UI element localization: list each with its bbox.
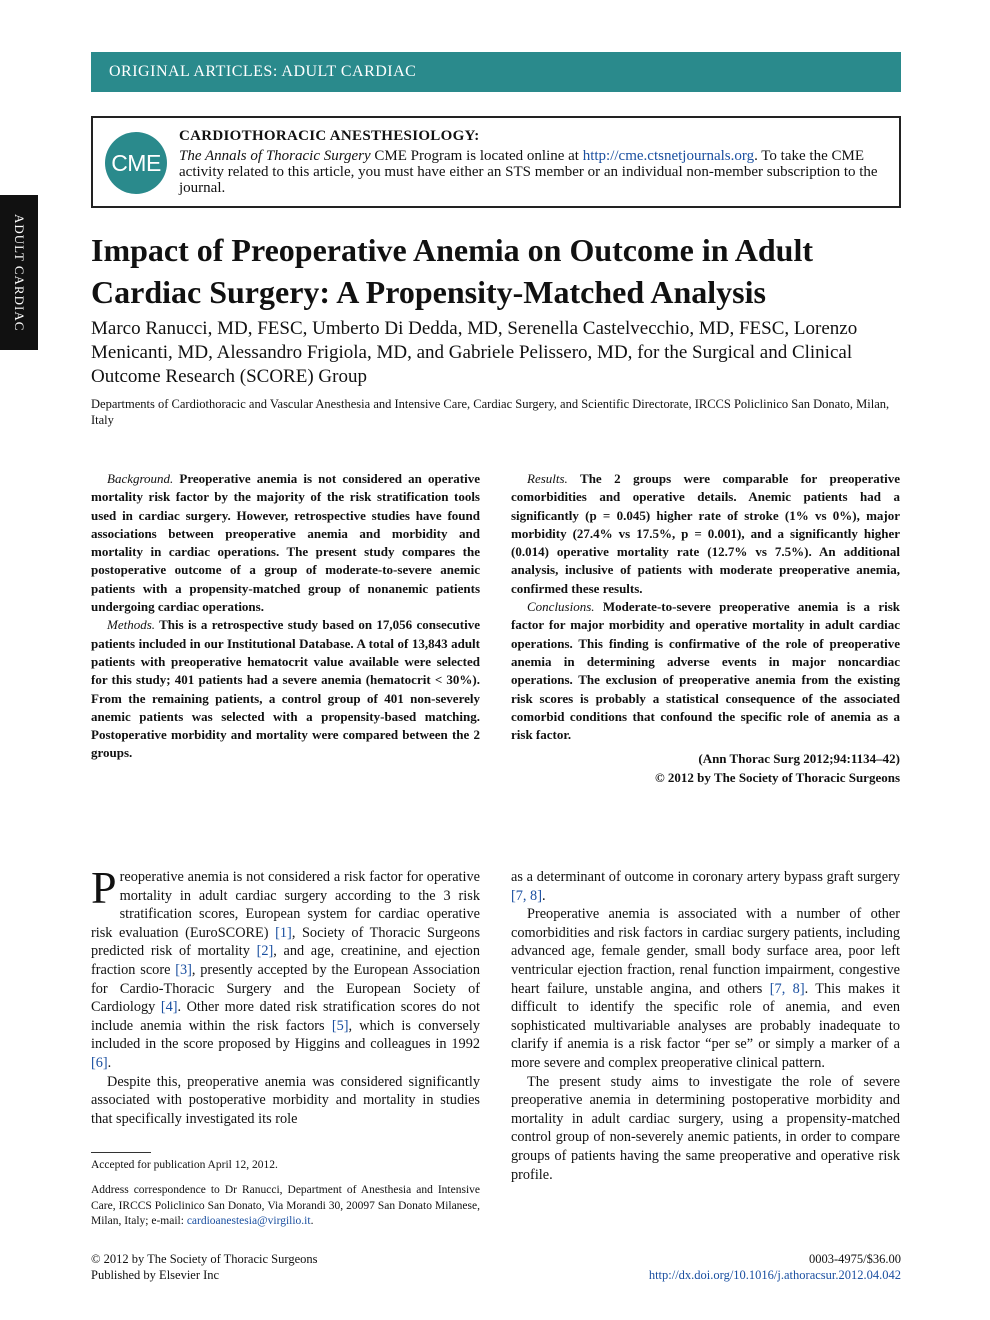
p1-text-e: . Other more dated risk stratification scores do not include anemia within the risk factors: [91, 999, 480, 1034]
footnote-divider: [91, 1152, 151, 1153]
section-banner-label: ORIGINAL ARTICLES: ADULT CARDIAC: [109, 63, 417, 80]
ref-link-7-8a[interactable]: [7, 8]: [511, 887, 542, 904]
p2-cont-text-b: .: [541, 887, 546, 904]
body-paragraph-2-continued: [511, 868, 900, 905]
results-label: Results.: [527, 471, 568, 486]
cme-logo-text: CME: [111, 149, 161, 176]
journal-citation: (Ann Thorac Surg 2012;94:1134–42): [698, 751, 900, 767]
body-paragraph-2: Despite this, preoperative anemia was considered significantly associated with postoperative morbidity and mortality in studies that specifically investigated its role: [91, 1073, 480, 1127]
p1-text-b: , Society of Thoracic Surgeons predicted risk of mortality: [91, 924, 481, 960]
ref-link-5[interactable]: [5]: [331, 1017, 349, 1034]
background-label: Background.: [107, 471, 174, 486]
conclusions-label: Conclusions.: [527, 599, 595, 615]
footnote-accepted: Accepted for publication April 12, 2012.: [91, 1159, 278, 1171]
p1-text-a: reoperative anemia is not considered a risk factor for operative mortality in adult cardiac surgery according to the 3 risk stratification scores, European system for cardiac operative risk evaluation (EuroSCORE): [91, 869, 480, 941]
footer-copyright: © 2012 by The Society of Thoracic Surgeons: [91, 1252, 318, 1266]
citation-block: [511, 750, 900, 787]
results-text: The 2 groups were comparable for preoperative comorbidities and operative details. Anemic patients had a significantly (p = 0.045) higher rate of stroke (1% vs 0%), major morbidity (27.4% vs 17.5%, p = 0.001), and a significantly higher (0.014) operative mortality rate (12.7% vs 7.5%). An additional analysis, inclusive of patients with moderate preoperative anemia, confirmed these results.: [511, 471, 900, 596]
abstract-results: [511, 470, 900, 598]
body-right-column: [511, 868, 900, 1184]
abstract-methods: [91, 616, 480, 762]
correspondence-text: Address correspondence to Dr Ranucci, Department of Anesthesia and Intensive Care, IRCCS Policlinico San Donato, Via Morandi 30, 20097 San Donato Milanese, Milan, Italy; e-mail:: [91, 1184, 480, 1227]
affiliation: Departments of Cardiothoracic and Vascular Anesthesia and Intensive Care, Cardiac Surgery, and Scientific Directorate, IRCCS Policlinico San Donato, Milan, Italy: [91, 397, 890, 427]
ref-link-3[interactable]: [3]: [175, 961, 192, 978]
page-footer-left: [91, 1251, 317, 1283]
page-footer-right: [500, 1251, 901, 1283]
methods-text: This is a retrospective study based on 17,056 consecutive patients included in our Institutional Database. A total of 13,843 adult patients with preoperative hematocrit value available were selected for this study; 401 patients had a severe anemia (hematocrit < 30%). From the remaining patients, a control group of 401 non-severely anemic patients was selected with a propensity-based matching. Postoperative morbidity and mortality were compared between the 2 groups.: [91, 617, 480, 761]
cme-heading: CARDIOTHORACIC ANESTHESIOLOGY:: [179, 128, 480, 144]
p1-text-d: , presently accepted by the European Association for Cardio-Thoracic Surgery and the European Society of Cardiology: [91, 961, 480, 1016]
ref-link-7-8b[interactable]: [7, 8]: [769, 980, 805, 997]
abstract-background: [91, 470, 480, 616]
correspondence-end: .: [310, 1215, 314, 1227]
side-section-tab-label: ADULT CARDIAC: [12, 213, 27, 332]
body-paragraph-1: [91, 862, 481, 1073]
ref-link-2[interactable]: [2]: [256, 943, 274, 960]
abstract-conclusions: [511, 598, 900, 744]
abstract-copyright: © 2012 by The Society of Thoracic Surgeons: [654, 769, 900, 785]
abstract-right-column: [511, 470, 900, 787]
abstract-left-column: [91, 470, 480, 763]
cme-description: [179, 148, 889, 196]
p3-text-b: . This makes it difficult to identify the specific role of anemia, and even sophisticated multivariable analyses are probably inadequate to clarify if anemia is a risk factor “per se” or simply a marker of a more severe and complex preoperative clinical pattern.: [511, 980, 900, 1071]
footer-issn-price: 0003-4975/$36.00: [808, 1252, 901, 1266]
cme-text-a: CME Program is located online at: [370, 148, 583, 164]
body-paragraph-3: [511, 905, 900, 1072]
p1-text-g: .: [107, 1054, 112, 1071]
cme-info-box: [91, 116, 901, 208]
author-list: Marco Ranucci, MD, FESC, Umberto Di Dedda, MD, Serenella Castelvecchio, MD, FESC, Lorenzo Menicanti, MD, Alessandro Frigiola, MD, and Gabriele Pelissero, MD, for the Surgical and Clinical Outcome Research (SCORE) Group: [91, 318, 858, 387]
cme-text-b: . To take the CME activity related to this article, you must have either an STS member or an individual non-member subscription to the journal.: [179, 148, 878, 196]
section-banner: [91, 52, 901, 92]
p1-text-f: , which is conversely included in the score proposed by Higgins and colleagues in 1992: [91, 1017, 481, 1053]
side-section-tab: [0, 195, 38, 350]
body-paragraph-4: The present study aims to investigate the role of severe preoperative anemia in determining postoperative morbidity and mortality in adult cardiac surgery, using a propensity-matched control group of non-severely anemic patients, in order to compare groups of patients having the same preoperative and operative risk profile.: [511, 1073, 900, 1183]
article-title: Impact of Preoperative Anemia on Outcome in Adult Cardiac Surgery: A Propensity-Matched Analysis: [91, 232, 814, 310]
footnote-correspondence: [91, 1183, 480, 1230]
doi-link[interactable]: http://dx.doi.org/10.1016/j.athoracsur.2012.04.042: [648, 1268, 901, 1282]
methods-label: Methods.: [107, 617, 156, 633]
cme-logo: [105, 132, 167, 194]
conclusions-text: Moderate-to-severe preoperative anemia is a risk factor for major morbidity and operative mortality in adult cardiac operations. This finding is confirmative of the role of preoperative anemia in determining adverse events in major noncardiac operations. The exclusion of preoperative anemia from the existing risk scores is probably a statistical consequence of the associated comorbid conditions that confound the specific role of anemia as a risk factor.: [511, 599, 900, 743]
cme-program-link[interactable]: http://cme.ctsnetjournals.org: [582, 148, 755, 164]
ref-link-6[interactable]: [6]: [91, 1054, 108, 1071]
correspondence-email-link[interactable]: cardioanestesia@virgilio.it: [186, 1215, 311, 1227]
footer-publisher: Published by Elsevier Inc: [91, 1268, 220, 1282]
p2-cont-text-a: as a determinant of outcome in coronary artery bypass graft surgery: [511, 869, 900, 885]
p1-text-c: , and age, creatinine, and ejection fraction score: [91, 943, 480, 978]
body-left-column: [91, 862, 481, 1128]
p3-text-a: Preoperative anemia is associated with a number of other comorbidities and risk factors in cardiac surgery patients, including advanced age, female gender, small body surface area, poor left ventricular ejection fraction, renal function impairment, congestive heart failure, unstable angina, and others: [511, 906, 900, 997]
cme-journal-name: The Annals of Thoracic Surgery: [179, 148, 371, 164]
ref-link-1[interactable]: [1]: [275, 924, 292, 941]
ref-link-4[interactable]: [4]: [160, 999, 178, 1016]
drop-cap: P: [91, 862, 117, 913]
background-text: Preoperative anemia is not considered an operative mortality risk factor by the majority of the risk stratification tools used in cardiac surgery. However, retrospective studies have found associations between preoperative anemia and morbidity and mortality in cardiac operations. The present study compares the postoperative outcome of a group of moderate-to-severe anemic patients with a propensity-matched group of nonanemic patients undergoing cardiac operations.: [91, 471, 480, 615]
